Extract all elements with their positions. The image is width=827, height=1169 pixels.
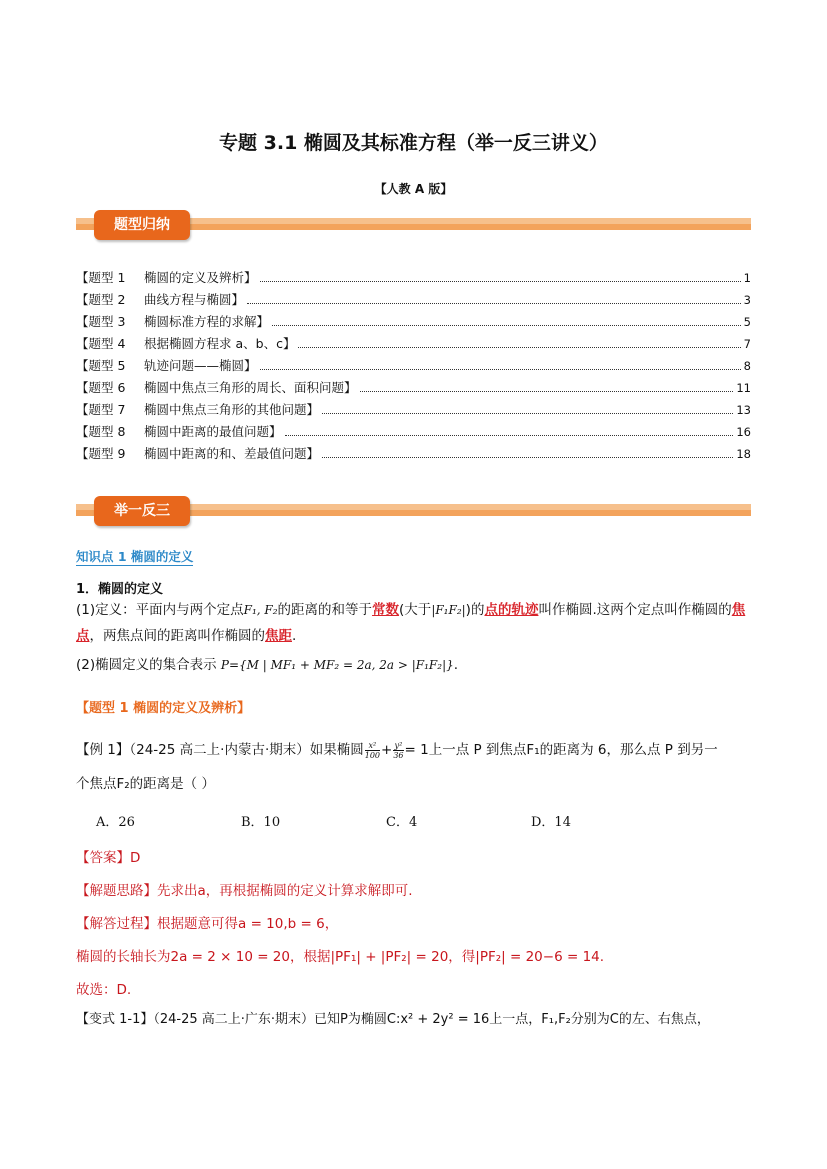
- toc-item[interactable]: 【题型 5 轨迹问题——椭圆】 8: [76, 358, 751, 373]
- toc-item[interactable]: 【题型 2 曲线方程与椭圆】 3: [76, 292, 751, 307]
- example1-question: 【例 1】（24-25 高二上·内蒙古·期末）如果椭圆 $\frac{\text{x²}}{100}$ + $\frac{\text{y²}}{36}$ = 1上一点 P 到焦点F₁的距离为 6，那么点 P 到另一 个焦点F₂的距离是（ ）: [76, 740, 718, 792]
- toc-item[interactable]: 【题型 1 椭圆的定义及辨析】 1: [76, 270, 751, 285]
- set-representation: (2)椭圆定义的集合表示 P={M | MF₁ + MF₂ = 2a, 2a > |F₁F₂|}.: [76, 657, 459, 673]
- toc-item[interactable]: 【题型 8 椭圆中距离的最值问题】 16: [76, 424, 751, 439]
- page-title: 专题 3.1 椭圆及其标准方程（举一反三讲义）: [219, 132, 608, 154]
- variant-1-1: 【变式 1-1】（24-25 高二上·广东·期末）已知P为椭圆C:x² + 2y² = 16上一点，F₁,F₂分别为C的左、右焦点，: [76, 1012, 710, 1027]
- banner-label: 题型归纳: [94, 210, 190, 240]
- option-d[interactable]: D．14: [531, 815, 571, 830]
- choose-line: 故选：D.: [76, 982, 132, 998]
- toc-item[interactable]: 【题型 3 椭圆标准方程的求解】 5: [76, 314, 751, 329]
- toc-item[interactable]: 【题型 4 根据椭圆方程求 a、b、c】 7: [76, 336, 751, 351]
- fraction-y: $\frac{\text{y²}}{36}$: [393, 740, 404, 760]
- knowledge-point-heading: 知识点 1 椭圆的定义: [76, 549, 194, 564]
- type1-heading: 【题型 1 椭圆的定义及辨析】: [76, 701, 251, 716]
- table-of-contents: [76, 268, 751, 466]
- edition-label: 【人教 A 版】: [374, 182, 453, 196]
- definition-paragraph: (1)定义：平面内与两个定点F₁, F₂的距离的和等于常数(大于|F₁F₂|)的点的轨迹叫作椭圆.这两个定点叫作椭圆的焦点，两焦点间的距离叫作椭圆的焦距.: [76, 602, 746, 644]
- solution-line2: 椭圆的长轴长为2a = 2 × 10 = 20，根据|PF₁| + |PF₂| = 20，得|PF₂| = 20−6 = 14.: [76, 949, 605, 965]
- banner-label: 举一反三: [94, 496, 190, 526]
- toc-item[interactable]: 【题型 7 椭圆中焦点三角形的其他问题】 13: [76, 402, 751, 417]
- toc-item[interactable]: 【题型 9 椭圆中距离的和、差最值问题】 18: [76, 446, 751, 461]
- example1-options: [96, 811, 676, 830]
- fraction-x: $\frac{\text{x²}}{100}$: [364, 740, 381, 760]
- section-banner-types: [76, 210, 751, 238]
- solution-process: 【解答过程】根据题意可得a = 10,b = 6，: [76, 916, 339, 932]
- definition-heading: 1．椭圆的定义: [76, 582, 164, 597]
- toc-item[interactable]: 【题型 6 椭圆中焦点三角形的周长、面积问题】 11: [76, 380, 751, 395]
- option-a[interactable]: A．26: [96, 815, 135, 830]
- section-banner-examples: [76, 496, 751, 524]
- answer-line: 【答案】D: [76, 850, 141, 866]
- option-c[interactable]: C．4: [386, 815, 418, 830]
- option-b[interactable]: B．10: [241, 815, 281, 830]
- solution-idea: 【解题思路】先求出a，再根据椭圆的定义计算求解即可.: [76, 883, 413, 899]
